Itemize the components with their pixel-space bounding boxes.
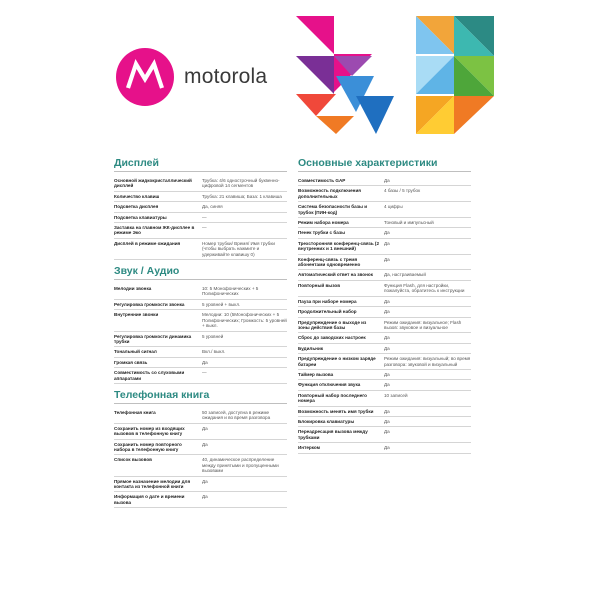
spec-row <box>298 344 471 354</box>
spec-value: 40, динамическое распределение между принятыми и пропущенными вызовами <box>202 457 279 474</box>
spec-row <box>114 176 287 192</box>
section-main-features <box>298 157 471 454</box>
spec-value: Трубка: 4/6 однострочный буквенно-цифровой 14 сегментов <box>202 178 280 189</box>
spec-row <box>114 310 287 331</box>
spec-label: Сохранить номер из входящих вызовов в телефонную книгу <box>114 425 185 437</box>
spec-value: Трубка: 21 клавиша; База: 1 клавиша <box>202 193 282 199</box>
spec-row <box>298 427 471 443</box>
spec-label: Повторный набор последнего номера <box>298 392 367 404</box>
spec-value: — <box>202 225 207 231</box>
spec-row <box>114 223 287 239</box>
spec-row <box>298 281 471 297</box>
spec-row <box>114 440 287 456</box>
spec-label: Основной жидкокристаллический дисплей <box>114 178 192 189</box>
spec-value: Да <box>384 230 390 236</box>
brand-wordmark: motorola <box>184 65 268 88</box>
section-title: Телефонная книга <box>114 389 287 404</box>
spec-label: Подсветка дисплея <box>114 204 159 210</box>
spec-label: Регулировка громкости звонка <box>114 301 185 307</box>
spec-row <box>114 347 287 357</box>
motorola-batwing-icon <box>116 48 174 106</box>
spec-value: Да <box>384 256 390 262</box>
decorative-mosaic-graphic <box>296 16 494 134</box>
spec-row <box>298 391 471 407</box>
spec-value: 5 уровней <box>202 333 224 339</box>
spec-label: Количество клавиш <box>114 193 160 199</box>
spec-label: Интерком <box>298 445 321 451</box>
spec-label: Громкая связь <box>114 359 148 365</box>
spec-row <box>298 333 471 343</box>
spec-row <box>298 354 471 370</box>
spec-value: Да <box>202 494 208 500</box>
spec-row <box>114 492 287 508</box>
spec-label: Продолжительный набор <box>298 309 357 315</box>
spec-label: Регулировка громкости динамика трубки <box>114 333 192 344</box>
spec-label: Мелодии звонка <box>114 286 152 292</box>
spec-label: Тональный сигнал <box>114 349 157 355</box>
spec-label: Будильник <box>298 345 324 351</box>
spec-value: 4 базы / 5 трубок <box>384 188 421 194</box>
spec-value: Режим ожидания: визуальное; Flash вызов: звуковое и визуальное <box>384 319 462 330</box>
spec-label: Заставка на главном ЖК-дисплее в режиме Эко <box>114 225 195 236</box>
spec-value: Тоновый и импульсный <box>384 220 434 226</box>
spec-value: 10: 5 Монофонических + 5 Полифонических <box>202 286 259 297</box>
spec-value: Да <box>384 408 390 414</box>
spec-label: Трехсторонняя конференц-связь (2 внутренних и 1 внешний) <box>298 240 380 252</box>
spec-label: Возможность менять имя трубки <box>298 408 374 414</box>
spec-value: Да <box>384 298 390 304</box>
spec-value: Да <box>384 309 390 315</box>
spec-row <box>298 380 471 390</box>
spec-value: Да <box>384 345 390 351</box>
section-phonebook <box>114 389 287 508</box>
spec-row <box>114 408 287 424</box>
spec-row <box>298 202 471 218</box>
spec-label: Таймер вызова <box>298 371 334 377</box>
spec-label: Переадресация вызова между трубками <box>298 429 368 440</box>
spec-value: Функция Flash, для настройки, пожалуйста, обратитесь к инструкции <box>384 282 465 294</box>
spec-row <box>114 213 287 223</box>
spec-label: Прямое назначение мелодии для контакта из телефонной книги <box>114 478 191 489</box>
spec-label: Конференц-связь с тремя абонентами одновременно <box>298 256 361 268</box>
spec-label: Режим набора номера <box>298 220 349 226</box>
spec-value: Да <box>202 478 208 484</box>
spec-value: 10 записей <box>384 392 408 398</box>
spec-row <box>298 186 471 202</box>
spec-value: Да <box>384 418 390 424</box>
spec-row <box>298 417 471 427</box>
spec-label: Предупреждение о выходе из зоны действия базы <box>298 319 367 330</box>
spec-label: Пауза при наборе номера <box>298 298 357 304</box>
spec-row <box>298 176 471 186</box>
spec-label: Совместимость со слуховыми аппаратами <box>114 370 185 381</box>
spec-label: Внутренние звонки <box>114 312 159 318</box>
spec-value: Да <box>384 335 390 341</box>
spec-value: 5 уровней + выкл. <box>202 301 241 307</box>
spec-label: Повторный вызов <box>298 282 341 288</box>
section-title: Основные характеристики <box>298 157 471 172</box>
section-display <box>114 157 287 260</box>
left-spec-column <box>114 157 287 508</box>
spec-row <box>114 358 287 368</box>
spec-label: Совместимость GAP <box>298 178 346 183</box>
spec-row <box>298 218 471 228</box>
spec-value: Да <box>202 359 208 365</box>
brand-logo <box>116 47 267 107</box>
spec-row <box>298 443 471 453</box>
spec-row <box>114 284 287 300</box>
spec-value: Режим ожидания: визуальный; во время разговора: звуковой и визуальный <box>384 356 471 367</box>
spec-row <box>298 239 471 255</box>
spec-row <box>114 332 287 348</box>
spec-label: Сброс до заводских настроек <box>298 335 366 341</box>
spec-row <box>114 192 287 202</box>
spec-label: Предупреждение о низком заряде батареи <box>298 356 376 367</box>
spec-value: Да <box>384 371 390 377</box>
spec-row <box>114 477 287 493</box>
spec-value: Да <box>384 240 390 246</box>
spec-value: — <box>202 214 207 220</box>
spec-value: Вкл./ выкл. <box>202 349 226 355</box>
section-title: Дисплей <box>114 157 287 172</box>
spec-value: Да <box>384 382 390 388</box>
spec-row <box>298 407 471 417</box>
spec-label: Телефонная книга <box>114 409 156 415</box>
spec-row <box>298 228 471 238</box>
spec-row <box>114 239 287 260</box>
spec-value: Да, синяя <box>202 204 223 210</box>
spec-value: Да, настраиваемый <box>384 272 426 278</box>
spec-label: Пенек трубки с базы <box>298 230 346 236</box>
spec-label: Возможность подключения дополнительных <box>298 188 361 199</box>
spec-row <box>298 370 471 380</box>
spec-row <box>298 307 471 317</box>
spec-value: Да <box>384 429 390 435</box>
spec-value: Да <box>384 178 390 183</box>
spec-label: Подсветка клавиатуры <box>114 214 167 220</box>
spec-row <box>114 300 287 310</box>
spec-label: Информация о дате и времени вызова <box>114 494 185 505</box>
spec-value: — <box>202 370 207 376</box>
spec-row <box>298 297 471 307</box>
spec-value: 50 записей, доступна в режиме ожидания и во время разговора <box>202 409 271 421</box>
spec-label: Сохранить номер повторного набора в телефонную книгу <box>114 441 182 452</box>
spec-value: Да <box>384 445 390 451</box>
spec-value: Мелодии: 10 (5Монофонических + 5 Полифонических; Громкость: 5 уровней + выкл. <box>202 312 287 329</box>
spec-row <box>114 202 287 212</box>
spec-label: Блокировка клавиатуры <box>298 418 355 424</box>
spec-value: Да <box>202 425 208 431</box>
spec-row <box>114 424 287 440</box>
spec-label: Список вызовов <box>114 457 152 463</box>
spec-value: Да <box>202 441 208 447</box>
spec-row <box>298 255 471 271</box>
spec-label: Автоматический ответ на звонок <box>298 272 373 278</box>
spec-row <box>114 368 287 384</box>
spec-row <box>298 270 471 280</box>
spec-label: Система безопасности базы и трубок (ПИН-код) <box>298 204 368 215</box>
spec-label: Дисплей в режиме ожидания <box>114 240 181 246</box>
right-spec-column <box>298 157 471 454</box>
spec-label: Функция отключения звука <box>298 382 361 388</box>
section-sound <box>114 265 287 384</box>
spec-row <box>114 455 287 476</box>
spec-row <box>298 318 471 334</box>
section-title: Звук / Аудио <box>114 265 287 280</box>
spec-value: 4 цифры <box>384 204 403 210</box>
spec-value: Номер трубки/ Время/ Имя трубки (чтобы выбрать нажмите и удерживайте клавишу 0) <box>202 240 275 257</box>
